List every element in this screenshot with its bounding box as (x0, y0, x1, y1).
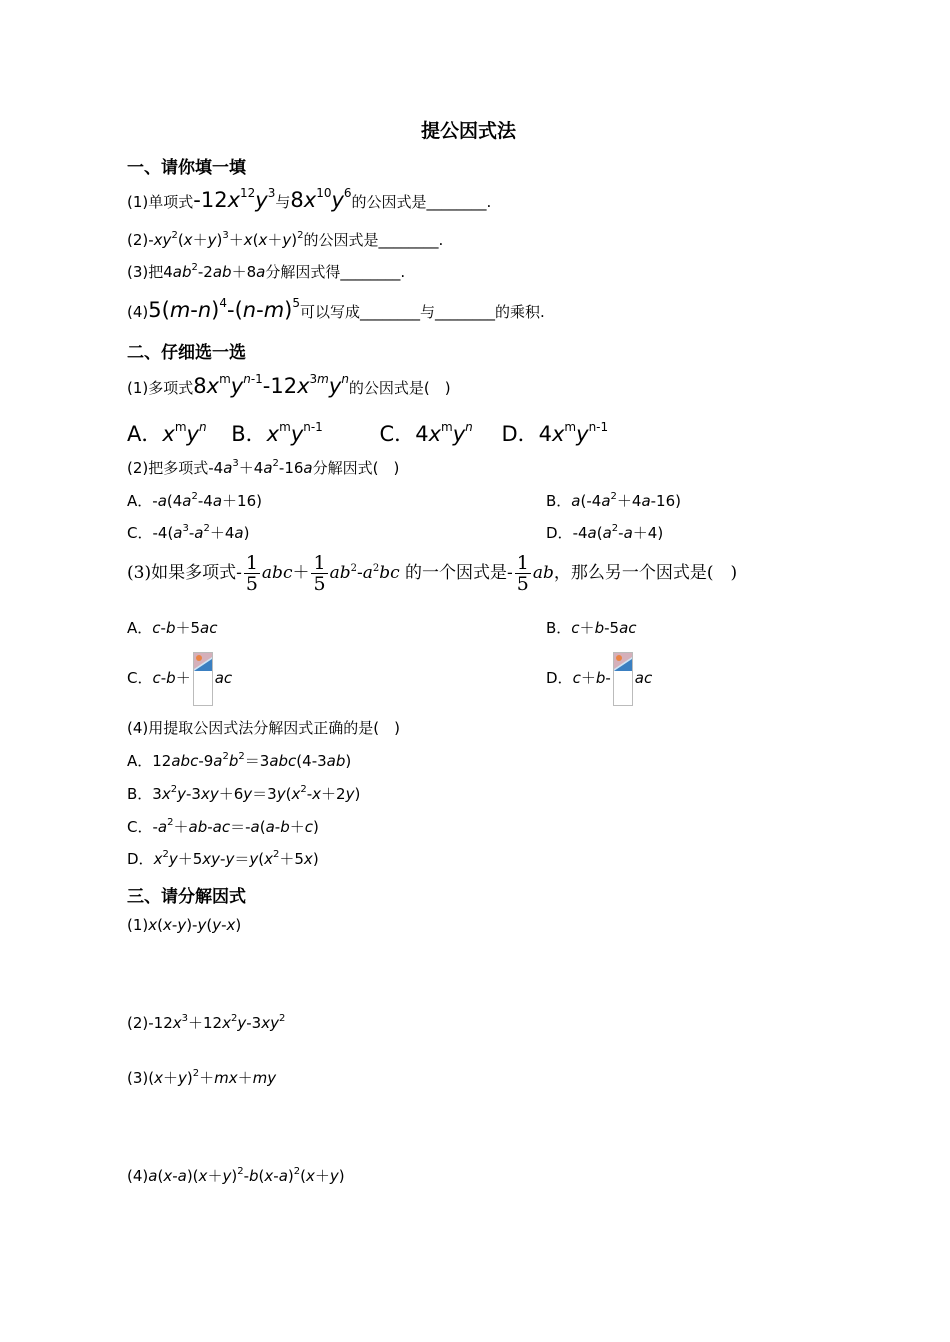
choose-question-1: (1)多项式$8x^my^{n-1}-12x^{3m}y^n$的公因式是( ) (127, 372, 451, 398)
section-heading-factor: 三、请分解因式 (127, 887, 246, 907)
factor-question-1: (1)x(x-y)-y(y-x) (127, 916, 242, 934)
choose-1-option-c[interactable]: C．$4x^my^n$ (379, 420, 473, 446)
page-title: 提公因式法 (421, 120, 517, 142)
image-placeholder-icon (613, 652, 633, 706)
choose-1-option-a[interactable]: A．$x^my^n$ (127, 420, 207, 446)
choose-4-option-b[interactable]: B．$3x^2y-3xy+6y=3y(x^2-x+2y)$ (127, 784, 361, 803)
factor-question-4: $(4)a(x-a)(x+y)^2-b(x-a)^2(x+y)$ (127, 1166, 345, 1185)
choose-question-2: (2)把多项式$-4a^3+4a^2-16a$分解因式( ) (127, 458, 400, 477)
choose-2-option-c[interactable]: C．$-4(a^3-a^2+4a)$ (127, 523, 250, 542)
choose-2-option-d[interactable]: D．$-4a(a^2-a+4)$ (546, 523, 664, 542)
factor-question-3: $(3)(x+y)^2+mx+my$ (127, 1068, 277, 1087)
fraction-one-fifth: $\frac{1}{5}$ (245, 552, 258, 595)
fill-question-3: (3)把$4ab^2-2ab+8a$分解因式得________. (127, 262, 406, 281)
fraction-one-fifth: $\frac{1}{5}$ (313, 552, 326, 595)
section-heading-fill: 一、请你填一填 (127, 158, 246, 178)
fill-question-2: $(2)-xy^2(x+y)^3+x(x+y)^2$的公因式是________. (127, 230, 444, 249)
fraction-one-fifth: $\frac{1}{5}$ (516, 552, 529, 595)
image-placeholder-icon (193, 652, 213, 706)
choose-4-option-c[interactable]: C．$-a^2+ab-ac=-a(a-b+c)$ (127, 817, 319, 836)
choose-4-option-d[interactable]: D．$x^2y+5xy-y=y(x^2+5x)$ (127, 849, 319, 868)
choose-2-option-b[interactable]: B．$a(-4a^2+4a-16)$ (546, 491, 681, 510)
choose-question-4: (4)用提取公因式法分解因式正确的是( ) (127, 719, 400, 737)
fill-question-1: (1)单项式$-12x^{12}y^3$与$8x^{10}y^6$的公因式是________. (127, 186, 492, 212)
choose-1-option-b[interactable]: B．$x^my^{n-1}$ (231, 420, 323, 446)
choose-question-3: (3)如果多项式- $\frac{1}{5}$ abc＋ $\frac{1}{5}$ $ab^2-a^2bc$ 的一个因式是- $\frac{1}{5}$ ab，那么另一个因式是( ) (127, 552, 738, 595)
choose-1-option-d[interactable]: D．$4x^my^{n-1}$ (501, 420, 609, 446)
choose-2-option-a[interactable]: A．$-a(4a^2-4a+16)$ (127, 491, 262, 510)
choose-3-option-b[interactable]: B．c＋b-5ac (546, 619, 637, 637)
choose-4-option-a[interactable]: A．$12abc-9a^2b^2=3abc(4-3ab)$ (127, 751, 352, 770)
section-heading-choose: 二、仔细选一选 (127, 343, 246, 363)
fill-question-4: $(4)5(m-n)^4-(n-m)^5$可以写成________与________的乘积. (127, 296, 545, 322)
choose-3-option-a[interactable]: A．c-b＋5ac (127, 619, 218, 637)
factor-question-2: $(2)-12x^3+12x^2y-3xy^2$ (127, 1013, 286, 1032)
choose-3-option-d[interactable]: D．c＋b- ac (546, 650, 652, 706)
choose-1-options (127, 418, 608, 448)
choose-3-option-c[interactable]: C．c-b＋ ac (127, 650, 232, 706)
